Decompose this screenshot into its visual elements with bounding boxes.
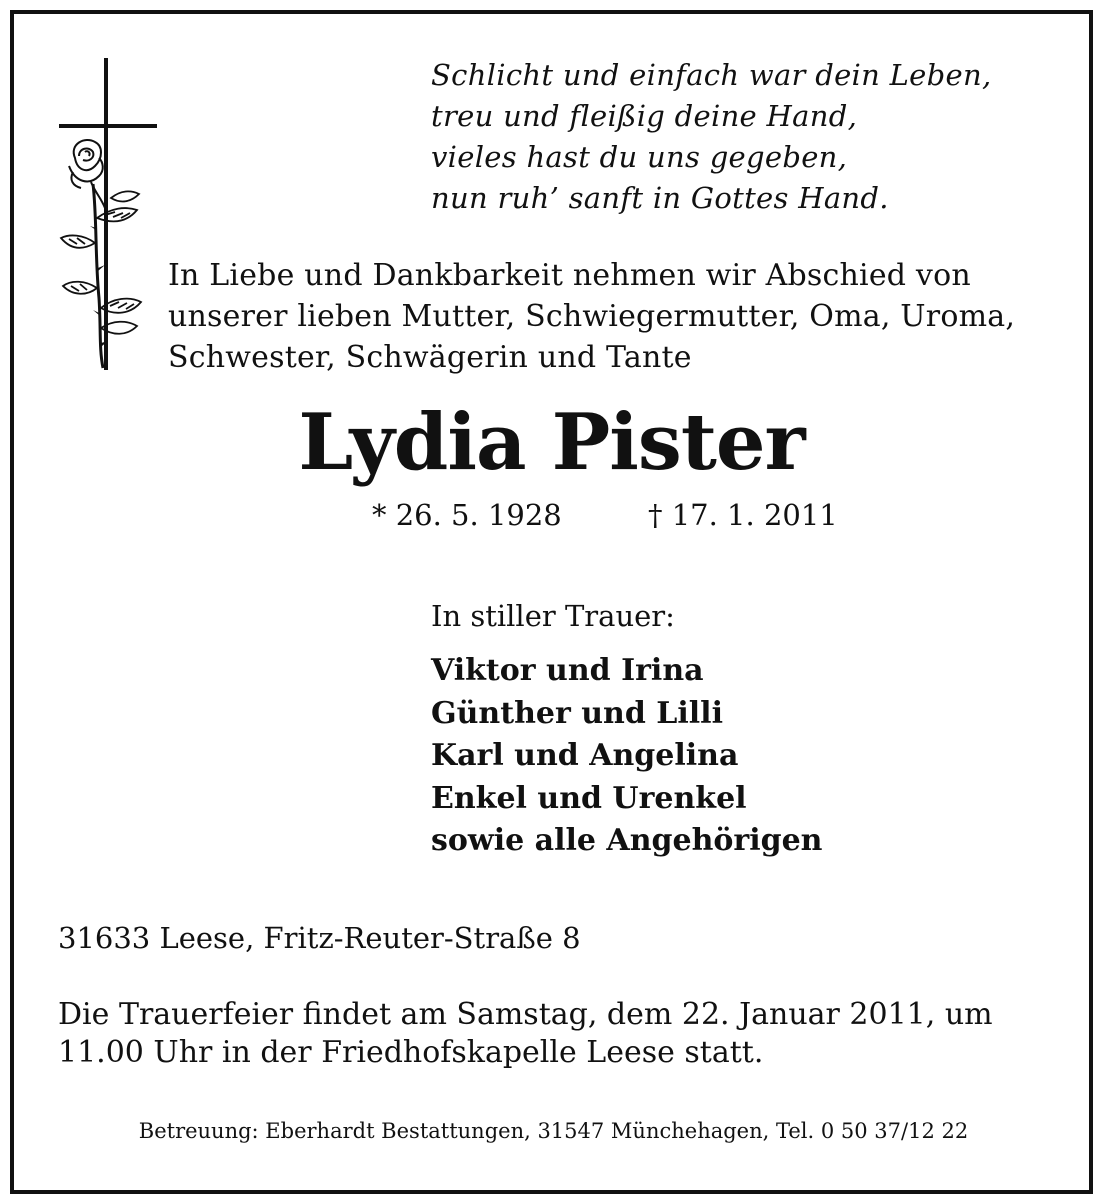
intro-text bbox=[168, 255, 1015, 378]
mourner-name: Viktor und Irina bbox=[431, 653, 704, 688]
mourner-name: Enkel und Urenkel bbox=[431, 780, 747, 816]
mourners-list bbox=[431, 650, 822, 863]
mourning-heading: In stiller Trauer: bbox=[431, 599, 675, 633]
birth-date: * 26. 5. 1928 bbox=[372, 498, 562, 532]
poem-line: Schlicht und einfach war dein Leben, bbox=[431, 58, 992, 92]
poem-line: nun ruh’ sanft in Gottes Hand. bbox=[431, 181, 889, 215]
ceremony-info bbox=[58, 996, 993, 1072]
mourner-name: Günther und Lilli bbox=[431, 695, 723, 731]
poem-line: vieles hast du uns gegeben, bbox=[431, 140, 848, 174]
poem-line: treu und fleißig deine Hand, bbox=[431, 99, 858, 133]
mourner-name: sowie alle Angehörigen bbox=[431, 823, 823, 858]
poem bbox=[431, 55, 991, 219]
cross-with-rose-icon bbox=[55, 58, 165, 374]
address: 31633 Leese, Fritz-Reuter-Straße 8 bbox=[58, 921, 581, 955]
undertaker-info: Betreuung: Eberhardt Bestattungen, 31547 Münchehagen, Tel. 0 50 37/12 22 bbox=[138, 1119, 969, 1143]
mourner-name: Karl und Angelina bbox=[431, 738, 739, 773]
intro-line: In Liebe und Dankbarkeit nehmen wir Abschied von bbox=[168, 258, 971, 293]
deceased-name: Lydia Pister bbox=[298, 397, 805, 488]
death-date: † 17. 1. 2011 bbox=[648, 498, 838, 532]
intro-line: unserer lieben Mutter, Schwiegermutter, Oma, Uroma, bbox=[168, 299, 1016, 334]
ceremony-line: 11.00 Uhr in der Friedhofskapelle Leese statt. bbox=[58, 1035, 764, 1070]
intro-line: Schwester, Schwägerin und Tante bbox=[168, 340, 692, 375]
ceremony-line: Die Trauerfeier findet am Samstag, dem 22. Januar 2011, um bbox=[58, 997, 993, 1032]
